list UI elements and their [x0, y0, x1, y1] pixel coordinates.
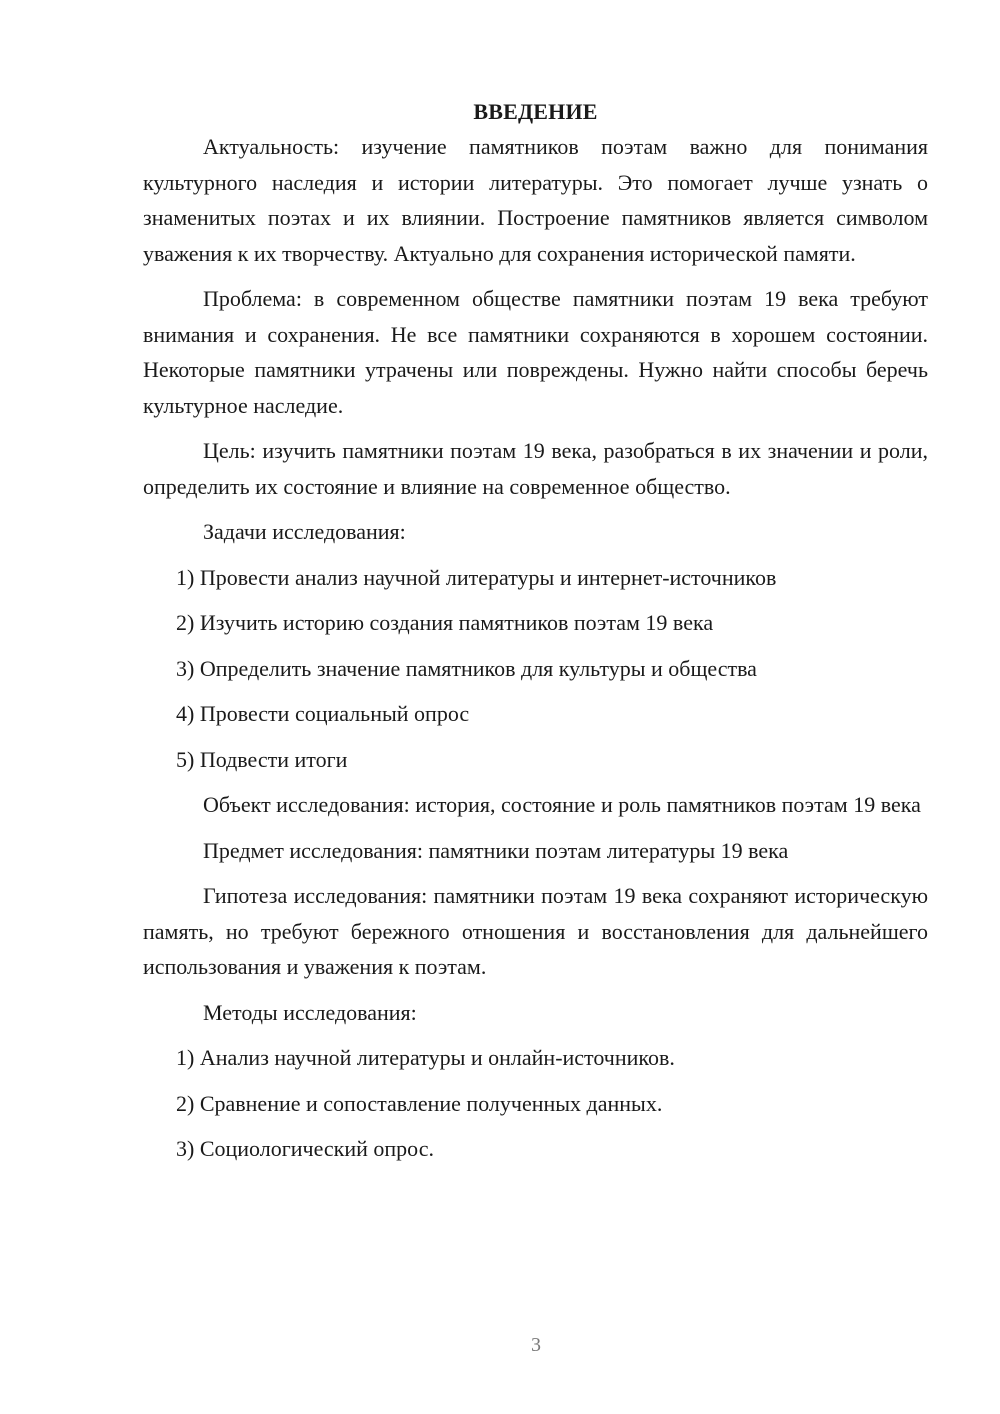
method-item-2: 2) Сравнение и сопоставление полученных данных. — [176, 1090, 663, 1116]
task-item-2: 2) Изучить историю создания памятников поэтам 19 века — [176, 610, 714, 635]
object-paragraph: Объект исследования: история, состояние и роль памятников поэтам 19 века — [203, 792, 921, 817]
task-item-1: 1) Провести анализ научной литературы и интернет-источников — [176, 564, 777, 590]
task-item-3: 3) Определить значение памятников для культуры и общества — [176, 655, 757, 681]
problem-paragraph: Проблема: в современном обществе памятники поэтам 19 века требуют внимания и сохранения. Не все памятники сохраняются в хорошем состоянии. Некоторые памятники утрачены или повреждены. Нужно найти способы беречь культурное наследие. — [143, 286, 928, 418]
hypothesis-paragraph: Гипотеза исследования: памятники поэтам 19 века сохраняют историческую память, но требуют бережного отношения и восстановления для дальнейшего использования и уважения к поэтам. — [143, 883, 928, 979]
tasks-heading: Задачи исследования: — [203, 519, 406, 544]
page-number: 3 — [531, 1334, 541, 1356]
goal-paragraph: Цель: изучить памятники поэтам 19 века, разобраться в их значении и роли, определить их состояние и влияние на современное общество. — [143, 438, 928, 499]
task-item-5: 5) Подвести итоги — [176, 746, 348, 772]
subject-paragraph: Предмет исследования: памятники поэтам литературы 19 века — [203, 837, 789, 863]
page-title: ВВЕДЕНИЕ — [473, 99, 598, 124]
method-item-1: 1) Анализ научной литературы и онлайн-источников. — [176, 1045, 675, 1070]
method-item-3: 3) Социологический опрос. — [176, 1136, 434, 1161]
methods-heading: Методы исследования: — [203, 999, 417, 1025]
task-item-4: 4) Провести социальный опрос — [176, 701, 470, 726]
document-page — [143, 94, 928, 1177]
relevance-paragraph: Актуальность: изучение памятников поэтам важно для понимания культурного наследия и истории литературы. Это помогает лучше узнать о знаменитых поэтах и их влиянии. Построение памятников является символом уважения к их творчеству. Актуально для сохранения исторической памяти. — [143, 134, 928, 266]
